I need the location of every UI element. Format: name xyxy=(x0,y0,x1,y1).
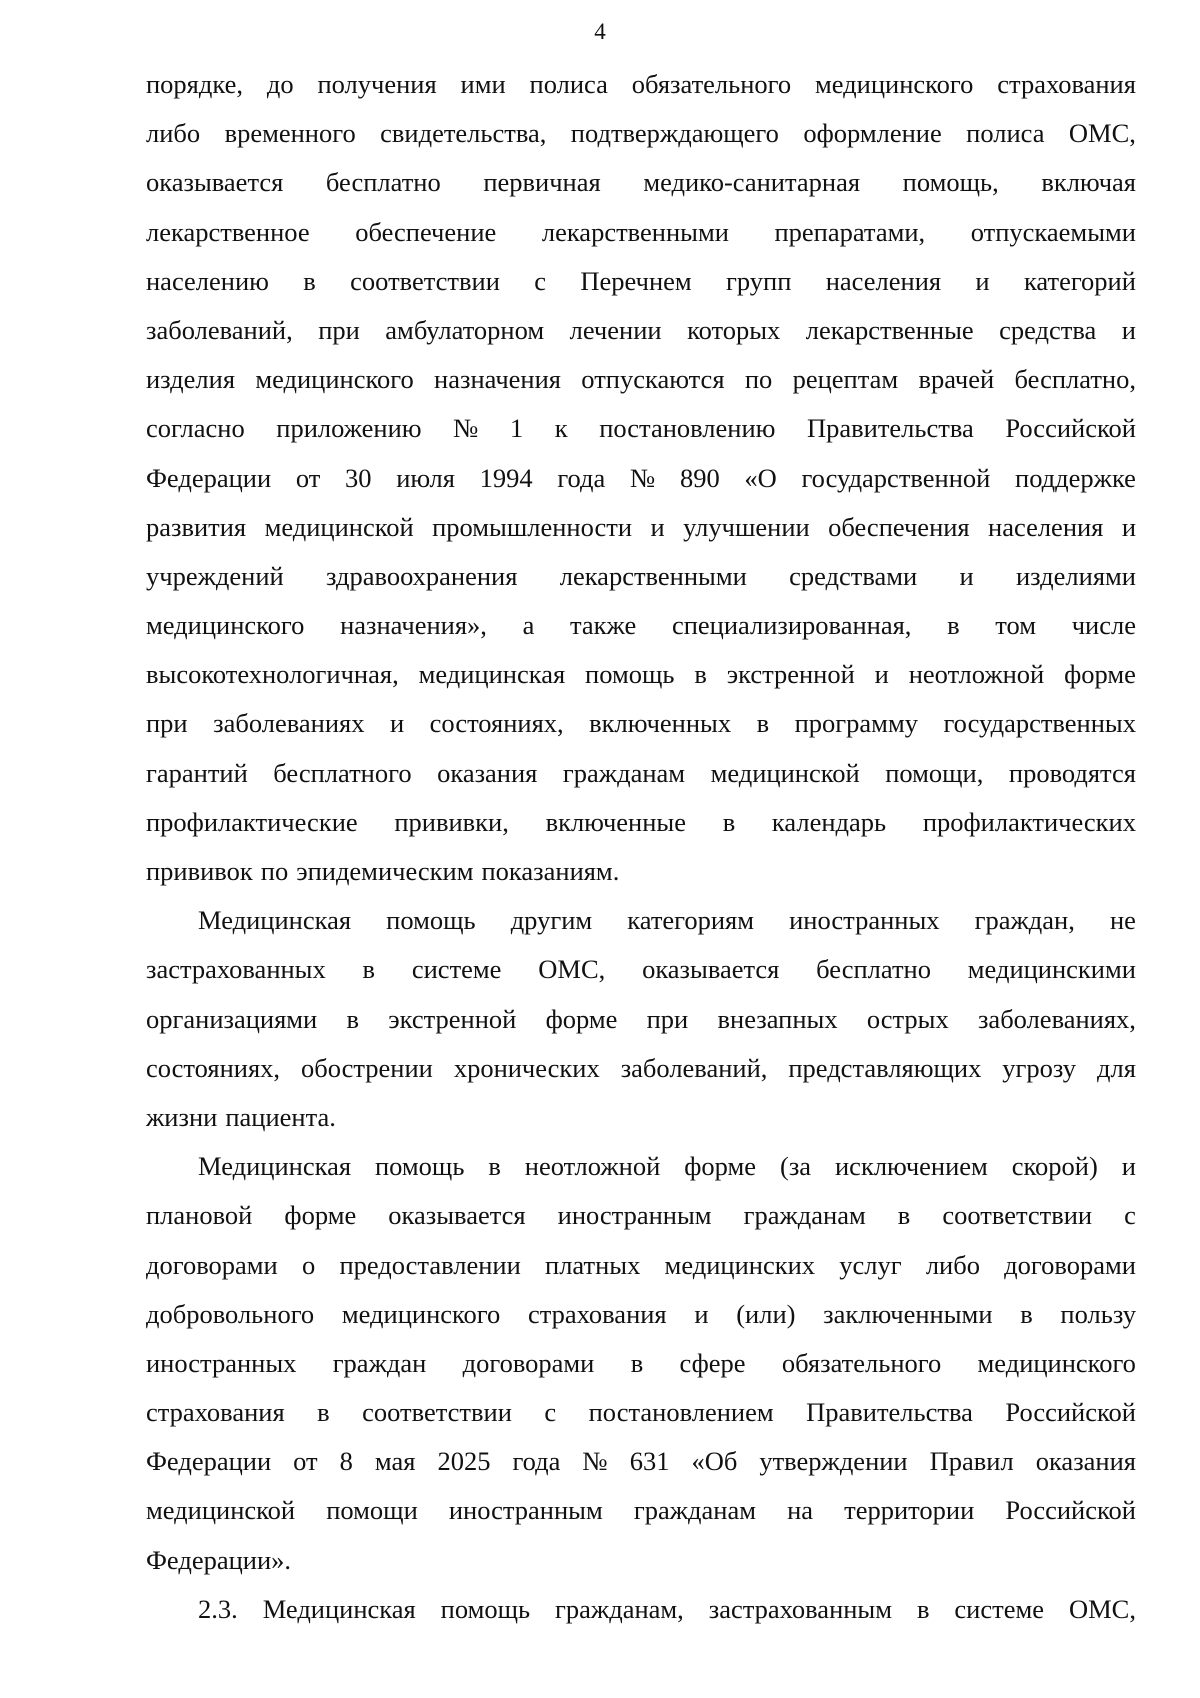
word: по xyxy=(260,856,289,886)
word: получения xyxy=(317,69,437,99)
word: улучшении xyxy=(683,511,810,542)
word: июля xyxy=(396,462,455,493)
word: государственной xyxy=(801,462,991,493)
word: постановлением xyxy=(588,1397,774,1428)
word: Федерации xyxy=(146,462,272,493)
word: высокотехнологичная, xyxy=(146,659,399,690)
word: при xyxy=(146,708,188,739)
word: показаниям. xyxy=(481,856,620,886)
word: системе xyxy=(411,954,502,985)
word: заключенными xyxy=(823,1298,993,1329)
word: состояниях, xyxy=(429,708,564,739)
word: до xyxy=(266,69,294,99)
word: в xyxy=(317,1397,330,1428)
word: календарь xyxy=(771,806,887,837)
word: экстренной xyxy=(726,659,855,690)
word: граждан xyxy=(332,1347,427,1378)
word: изделиями xyxy=(1016,560,1136,591)
word: и xyxy=(1121,511,1136,542)
word: бесплатно, xyxy=(1014,364,1136,395)
word: проводятся xyxy=(1008,757,1136,788)
word: состояниях, xyxy=(146,1052,281,1083)
word: либо xyxy=(925,1249,980,1280)
word: согласно xyxy=(146,413,245,444)
word: с xyxy=(1124,1200,1136,1231)
word: страхования xyxy=(997,69,1136,99)
word: платных xyxy=(545,1249,641,1280)
text-line xyxy=(146,847,1136,896)
text-line xyxy=(146,1585,1136,1634)
word: том xyxy=(995,610,1037,641)
word: пользу xyxy=(1060,1298,1136,1329)
word: (или) xyxy=(736,1298,796,1329)
text-line xyxy=(146,257,1136,306)
text-line xyxy=(146,1191,1136,1240)
word: № xyxy=(453,413,479,444)
word: средствами xyxy=(789,560,918,591)
word: медицинского xyxy=(255,364,414,395)
word: лечении xyxy=(569,314,662,345)
word: профилактических xyxy=(922,806,1136,837)
word: медицинского xyxy=(977,1347,1136,1378)
word: отпускаемыми xyxy=(970,216,1136,247)
word: в xyxy=(947,610,960,641)
word: № xyxy=(629,462,656,493)
word: Федерации xyxy=(146,1446,272,1477)
word: в xyxy=(916,1593,930,1624)
word: 30 xyxy=(345,462,372,493)
word: гражданам xyxy=(743,1200,866,1231)
word: подтверждающего xyxy=(570,118,779,149)
word: и xyxy=(1121,314,1136,345)
word: предоставлении xyxy=(339,1249,521,1280)
word: государственных xyxy=(943,708,1136,739)
word: населению xyxy=(146,265,269,296)
word: поддержке xyxy=(1015,462,1136,493)
word: иностранных xyxy=(146,1347,297,1378)
word: года xyxy=(512,1446,561,1477)
word: также xyxy=(570,610,637,641)
text-line xyxy=(146,1093,1136,1142)
word: профилактические xyxy=(146,806,358,837)
word: препаратами, xyxy=(774,216,926,247)
word: ОМС, xyxy=(1068,118,1136,149)
word: постановлению xyxy=(599,413,776,444)
word: рецептам xyxy=(792,364,899,395)
word: ОМС, xyxy=(1068,1593,1136,1624)
word: обеспечение xyxy=(355,216,497,247)
word: Российской xyxy=(1005,1397,1136,1428)
word: в xyxy=(303,265,316,296)
text-line xyxy=(146,552,1136,601)
word: заболеваниях, xyxy=(977,1003,1136,1034)
word: от xyxy=(293,1446,318,1477)
word: заболеваний, xyxy=(620,1052,768,1083)
word: медицинского xyxy=(146,610,305,641)
word: категориям xyxy=(627,905,755,936)
word: о xyxy=(301,1249,316,1280)
word: полиса xyxy=(966,118,1045,149)
word: либо xyxy=(146,118,201,149)
word: и xyxy=(389,708,405,739)
word: амбулаторном xyxy=(385,314,545,345)
word: соответствии xyxy=(350,265,500,296)
text-line xyxy=(146,1142,1136,1191)
text-line xyxy=(146,1388,1136,1437)
word: бесплатно xyxy=(816,954,931,985)
text-line xyxy=(146,1044,1136,1093)
word: назначения», xyxy=(340,610,487,641)
text-line xyxy=(146,60,1136,109)
word: внезапных xyxy=(717,1003,838,1034)
word: договорами xyxy=(1004,1249,1136,1280)
word: эпидемическим xyxy=(296,856,474,886)
word: в xyxy=(756,708,770,739)
word: оформление xyxy=(803,118,942,149)
word: по xyxy=(744,364,773,395)
word: обязательного xyxy=(631,69,792,99)
word: лекарственными xyxy=(541,216,729,247)
text-line xyxy=(146,1536,1136,1585)
word: не xyxy=(1109,905,1136,936)
word: 631 xyxy=(629,1446,670,1477)
word: медико-санитарная xyxy=(643,167,861,198)
word: гарантий xyxy=(146,757,248,788)
text-line xyxy=(146,749,1136,798)
page-number: 4 xyxy=(594,19,606,44)
word: лекарственными xyxy=(559,560,747,591)
document-body xyxy=(146,60,1136,1634)
word: включенных xyxy=(589,708,732,739)
word: плановой xyxy=(146,1200,253,1231)
word: иностранным xyxy=(448,1495,603,1526)
word: обеспечения xyxy=(828,511,970,542)
word: исключением xyxy=(835,1151,988,1182)
word: оказания xyxy=(1035,1446,1136,1477)
word: года xyxy=(557,462,606,493)
word: форме xyxy=(684,1151,757,1182)
word: застрахованным xyxy=(708,1593,893,1624)
text-line xyxy=(146,1339,1136,1388)
word: обострении xyxy=(300,1052,433,1083)
word: свидетельства, xyxy=(380,118,547,149)
word: гражданам, xyxy=(555,1593,684,1624)
text-line xyxy=(146,1290,1136,1339)
word: в xyxy=(630,1347,644,1378)
word: изделия xyxy=(146,364,236,395)
word: заболеваний, xyxy=(146,314,293,345)
word: ими xyxy=(460,69,506,99)
word: медицинской xyxy=(710,757,860,788)
text-line xyxy=(146,158,1136,207)
word: Правительства xyxy=(807,413,974,444)
text-line xyxy=(146,355,1136,404)
word: Правительства xyxy=(806,1397,973,1428)
word: угрозу xyxy=(1002,1052,1077,1083)
word: и xyxy=(694,1298,709,1329)
text-line xyxy=(146,699,1136,748)
text-line xyxy=(146,896,1136,945)
word: «О xyxy=(744,462,777,493)
word: договорами xyxy=(146,1249,278,1280)
word: и xyxy=(650,511,665,542)
word: иностранных xyxy=(789,905,940,936)
word: в xyxy=(722,806,736,837)
word: первичная xyxy=(483,167,601,198)
word: 1 xyxy=(509,413,524,444)
word: другим xyxy=(510,905,593,936)
word: экстренной xyxy=(388,1003,517,1034)
word: Российской xyxy=(1005,413,1136,444)
word: при xyxy=(646,1003,689,1034)
word: населения xyxy=(825,265,942,296)
text-line xyxy=(146,503,1136,552)
word: 890 xyxy=(679,462,720,493)
text-line xyxy=(146,208,1136,257)
word: включая xyxy=(1041,167,1136,198)
word: от xyxy=(295,462,321,493)
word: помощи, xyxy=(885,757,984,788)
word: с xyxy=(534,265,547,296)
word: в xyxy=(362,954,376,985)
word: соответствии xyxy=(362,1397,512,1428)
text-line xyxy=(146,1241,1136,1290)
text-line xyxy=(146,454,1136,503)
word: медицинская xyxy=(418,659,566,690)
word: в xyxy=(1020,1298,1033,1329)
word: Российской xyxy=(1005,1495,1136,1526)
word: форме xyxy=(284,1200,357,1231)
word: 8 xyxy=(339,1446,353,1477)
word: 1994 xyxy=(479,462,533,493)
text-line xyxy=(146,798,1136,847)
word: категорий xyxy=(1023,265,1136,296)
word: медицинского xyxy=(815,69,974,99)
text-line xyxy=(146,1486,1136,1535)
word: «Об xyxy=(691,1446,738,1477)
word: и xyxy=(1121,1151,1136,1182)
word: медицинскими xyxy=(967,954,1136,985)
word: а xyxy=(522,610,535,641)
word: помощи xyxy=(326,1495,418,1526)
word: соответствии xyxy=(942,1200,1093,1231)
word: форме xyxy=(545,1003,618,1034)
word: здравоохранения xyxy=(326,560,518,591)
word: Федерации». xyxy=(146,1544,292,1575)
word: пациента. xyxy=(225,1101,336,1132)
word: числе xyxy=(1071,610,1136,641)
word: жизни xyxy=(146,1101,218,1132)
word: для xyxy=(1097,1052,1136,1083)
word: застрахованных xyxy=(146,954,326,985)
word: прививок xyxy=(146,856,253,886)
text-line xyxy=(146,601,1136,650)
word: Медицинская xyxy=(198,905,352,936)
word: помощь xyxy=(440,1593,531,1624)
word: оказывается xyxy=(642,954,780,985)
word: населения xyxy=(988,511,1104,542)
word: организациями xyxy=(146,1003,318,1034)
word: медицинской xyxy=(264,511,414,542)
word: оказывается xyxy=(388,1200,526,1231)
word: страхования xyxy=(146,1397,285,1428)
word: помощь xyxy=(374,1151,465,1182)
word: 2.3. xyxy=(198,1593,238,1624)
word: гражданам xyxy=(562,757,686,788)
word: обязательного xyxy=(781,1347,942,1378)
word: (за xyxy=(780,1151,812,1182)
word: в xyxy=(897,1200,911,1231)
word: 2025 xyxy=(437,1446,491,1477)
word: медицинского xyxy=(341,1298,501,1329)
word: мая xyxy=(374,1446,416,1477)
word: иностранным xyxy=(557,1200,712,1231)
word: острых xyxy=(866,1003,949,1034)
word: медицинских xyxy=(664,1249,816,1280)
word: специализированная, xyxy=(671,610,912,641)
word: промышленности xyxy=(432,511,633,542)
word: скорой) xyxy=(1011,1151,1098,1182)
word: порядке, xyxy=(146,69,243,99)
word: которых xyxy=(687,314,781,345)
word: медицинской xyxy=(146,1495,296,1526)
word: Правил xyxy=(929,1446,1014,1477)
word: развития xyxy=(146,511,247,542)
word: Медицинская xyxy=(262,1593,416,1624)
word: помощь xyxy=(386,905,476,936)
text-line xyxy=(146,404,1136,453)
word: сфере xyxy=(679,1347,746,1378)
text-line xyxy=(146,945,1136,994)
word: при xyxy=(318,314,360,345)
word: системе xyxy=(954,1593,1044,1624)
word: оказания xyxy=(437,757,538,788)
word: с xyxy=(544,1397,557,1428)
word: на xyxy=(787,1495,814,1526)
word: территории xyxy=(844,1495,975,1526)
word: лекарственные xyxy=(805,314,974,345)
word: полиса xyxy=(529,69,608,99)
word: страхования xyxy=(527,1298,667,1329)
text-line xyxy=(146,109,1136,158)
word: и xyxy=(959,560,974,591)
word: представляющих xyxy=(788,1052,982,1083)
word: услуг xyxy=(839,1249,902,1280)
word: отпускаются xyxy=(581,364,725,395)
word: помощь xyxy=(585,659,675,690)
word: в xyxy=(346,1003,359,1034)
word: заболеваниях xyxy=(213,708,365,739)
text-line xyxy=(146,650,1136,699)
word: включенные xyxy=(545,806,686,837)
text-line xyxy=(146,306,1136,355)
word: хронических xyxy=(453,1052,600,1083)
word: Медицинская xyxy=(198,1151,352,1182)
word: к xyxy=(554,413,568,444)
word: и xyxy=(975,265,990,296)
text-line xyxy=(146,995,1136,1044)
word: назначения xyxy=(434,364,561,395)
word: учреждений xyxy=(146,560,284,591)
word: средства xyxy=(999,314,1097,345)
word: помощь, xyxy=(902,167,999,198)
word: добровольного xyxy=(146,1298,315,1329)
word: врачей xyxy=(918,364,995,395)
word: № xyxy=(582,1446,608,1477)
word: прививки, xyxy=(394,806,509,837)
word: неотложной xyxy=(524,1151,661,1182)
word: временного xyxy=(224,118,356,149)
word: утверждении xyxy=(759,1446,908,1477)
word: неотложной xyxy=(908,659,1045,690)
word: форме xyxy=(1064,659,1136,690)
word: гражданам xyxy=(633,1495,756,1526)
word: в xyxy=(488,1151,501,1182)
word: лекарственное xyxy=(146,216,310,247)
word: Перечнем xyxy=(580,265,692,296)
word: бесплатного xyxy=(273,757,412,788)
word: групп xyxy=(726,265,792,296)
word: в xyxy=(694,659,707,690)
word: оказывается xyxy=(146,167,284,198)
word: бесплатно xyxy=(325,167,441,198)
word: граждан, xyxy=(974,905,1075,936)
word: договорами xyxy=(462,1347,595,1378)
word: программу xyxy=(794,708,918,739)
word: и xyxy=(874,659,889,690)
word: приложению xyxy=(276,413,422,444)
word: ОМС, xyxy=(538,954,606,985)
text-line xyxy=(146,1437,1136,1486)
